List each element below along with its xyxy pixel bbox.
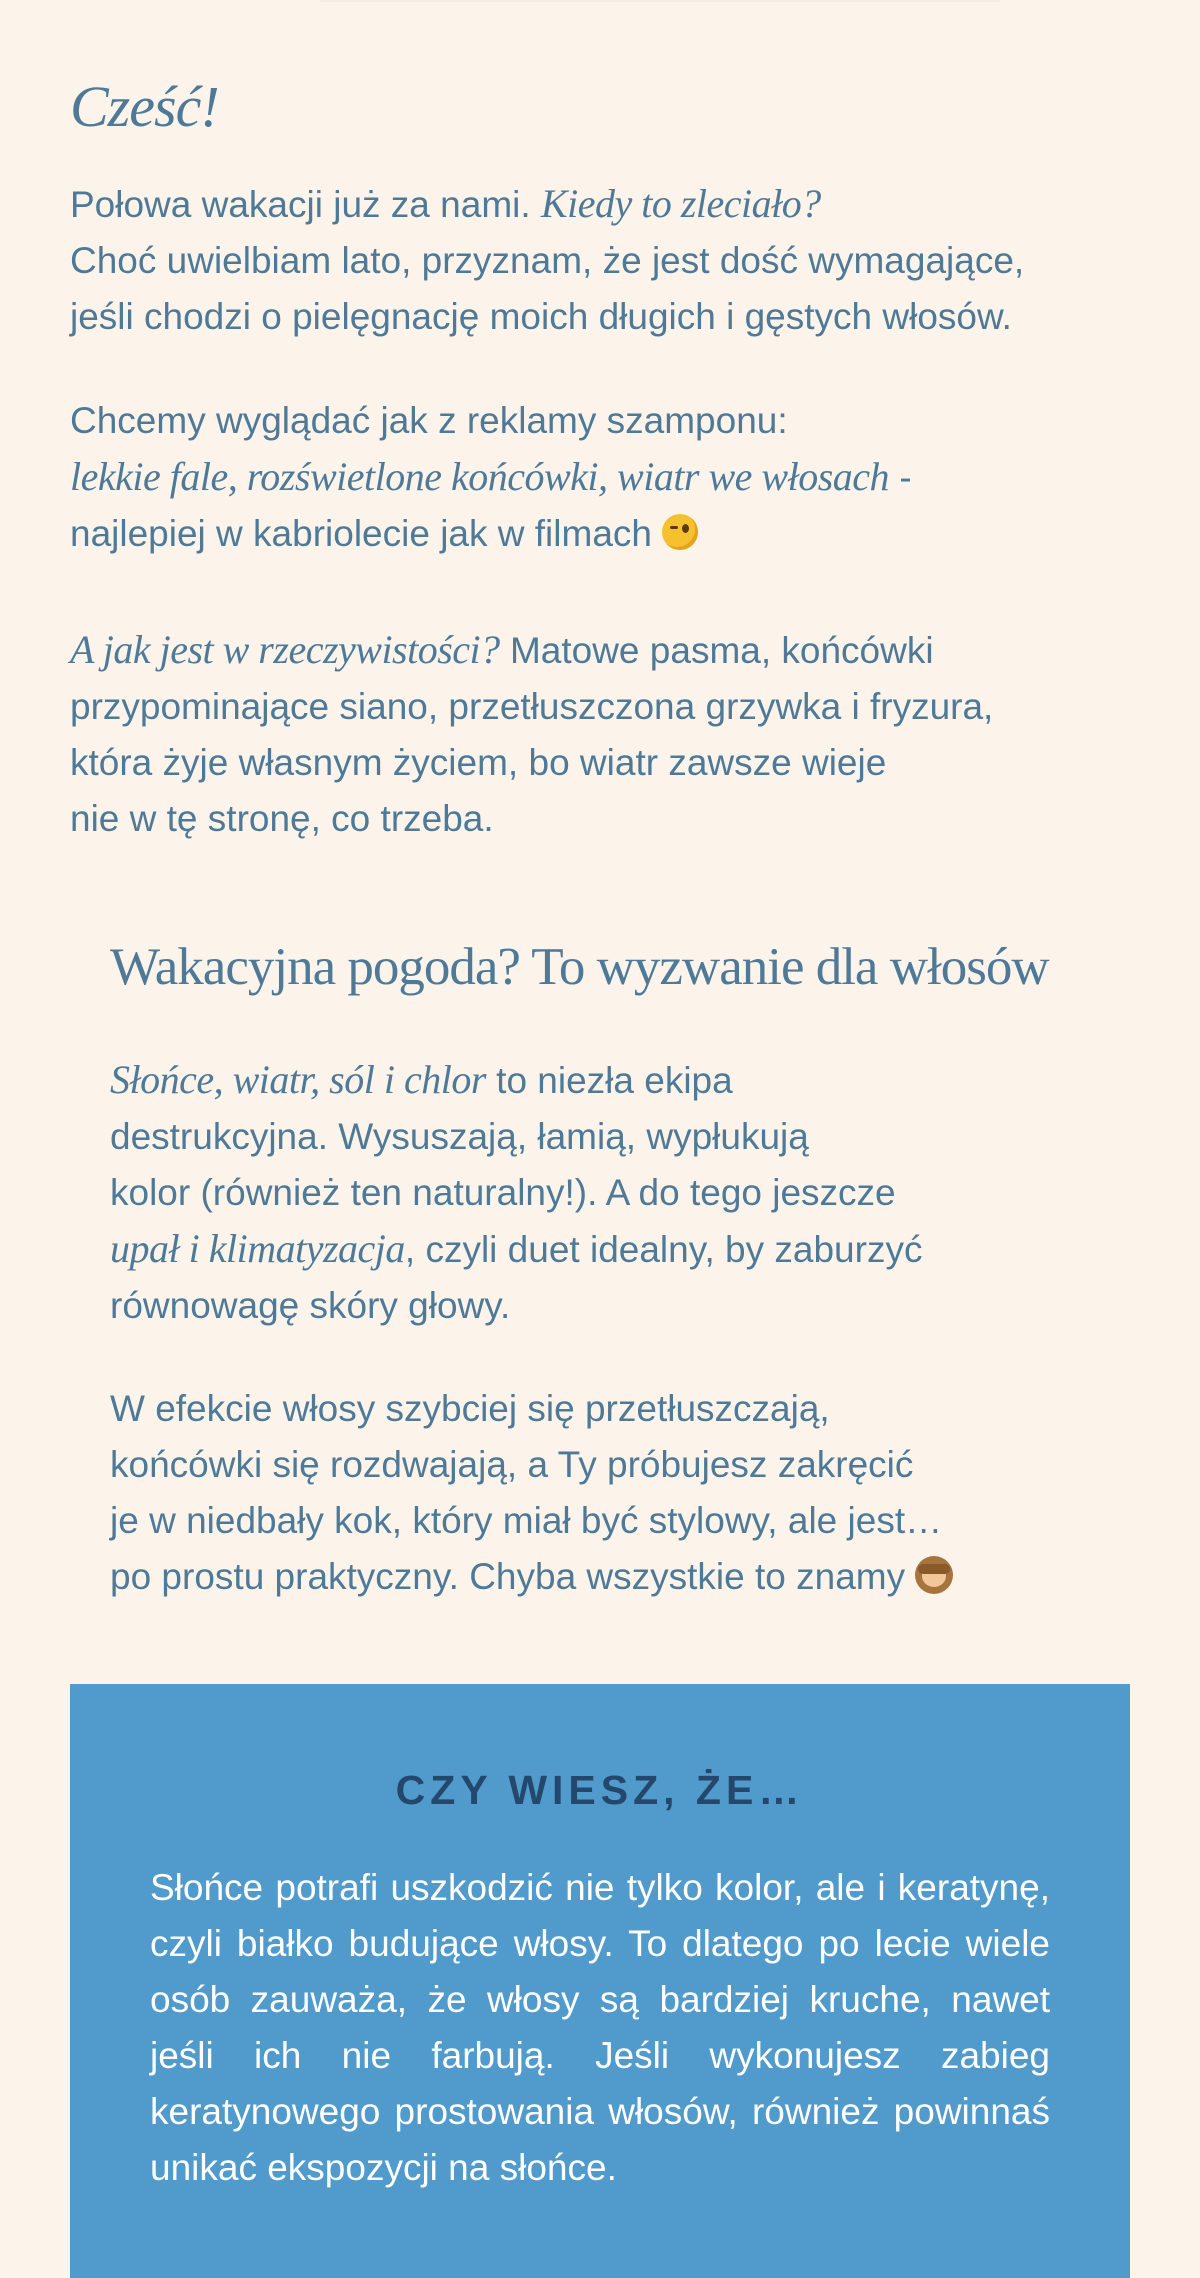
intro-paragraph-1 (70, 176, 1024, 345)
intro-paragraph-3 (70, 622, 993, 847)
section-paragraph-1 (110, 1052, 922, 1334)
intro-text: jeśli chodzi o pielęgnację moich długich i gęstych włosów. (70, 296, 1012, 337)
section-italic: Słońce, wiatr, sól i chlor (110, 1057, 486, 1102)
fact-box (70, 1684, 1130, 2278)
intro-italic: A jak jest w rzeczywistości? (70, 627, 500, 672)
intro-text: - (889, 457, 912, 498)
top-divider (320, 0, 1000, 2)
intro-text: nie w tę stronę, co trzeba. (70, 798, 494, 839)
intro-italic: lekkie fale, rozświetlone końcówki, wiatr we włosach (70, 454, 890, 499)
section-text: destrukcyjna. Wysuszają, łamią, wypłukują (110, 1116, 809, 1157)
section-text: kolor (również ten naturalny!). A do tego jeszcze (110, 1172, 896, 1213)
intro-text: Połowa wakacji już za nami. (70, 184, 541, 225)
intro-paragraph-2 (70, 393, 912, 562)
intro-text: najlepiej w kabriolecie jak w filmach (70, 513, 663, 554)
winking-face-icon (662, 514, 698, 550)
section-italic: upał i klimatyzacja (110, 1226, 405, 1271)
intro-text: Chcemy wyglądać jak z reklamy szamponu: (70, 400, 788, 441)
section-text: je w niedbały kok, który miał być stylowy, ale jest… (110, 1500, 943, 1541)
intro-text: która żyje własnym życiem, bo wiatr zawsze wieje (70, 742, 887, 783)
see-no-evil-monkey-icon (915, 1556, 953, 1594)
section-paragraph-2 (110, 1381, 953, 1605)
intro-text: Matowe pasma, końcówki (499, 630, 934, 671)
fact-box-title: CZY WIESZ, ŻE… (395, 1767, 805, 1813)
greeting-heading: Cześć! (70, 74, 219, 139)
intro-text: przypominające siano, przetłuszczona grzywka i fryzura, (70, 686, 994, 727)
section-text: W efekcie włosy szybciej się przetłuszczają, (110, 1388, 830, 1429)
section-text: równowagę skóry głowy. (110, 1285, 511, 1326)
intro-text: Choć uwielbiam lato, przyznam, że jest dość wymagające, (70, 240, 1025, 281)
section-text: to niezła ekipa (485, 1060, 733, 1101)
section-text: , czyli duet idealny, by zaburzyć (404, 1229, 923, 1270)
section-title: Wakacyjna pogoda? To wyzwanie dla włosów (110, 938, 1049, 996)
fact-box-text: Słońce potrafi uszkodzić nie tylko kolor, ale i keratynę, czyli białko budujące włosy. To dlatego po lecie wiele osób zauważa, że włosy są bardziej kruche, nawet jeśli ich nie farbują. Jeśli wykonujesz zabieg keratynowego prostowania włosów, również powinnaś unikać ekspozycji na słońce. (150, 1867, 1050, 2188)
section-text: po prostu praktyczny. Chyba wszystkie to znamy (110, 1556, 916, 1597)
section-text: końcówki się rozdwajają, a Ty próbujesz zakręcić (110, 1444, 914, 1485)
intro-italic: Kiedy to zleciało? (540, 181, 821, 226)
